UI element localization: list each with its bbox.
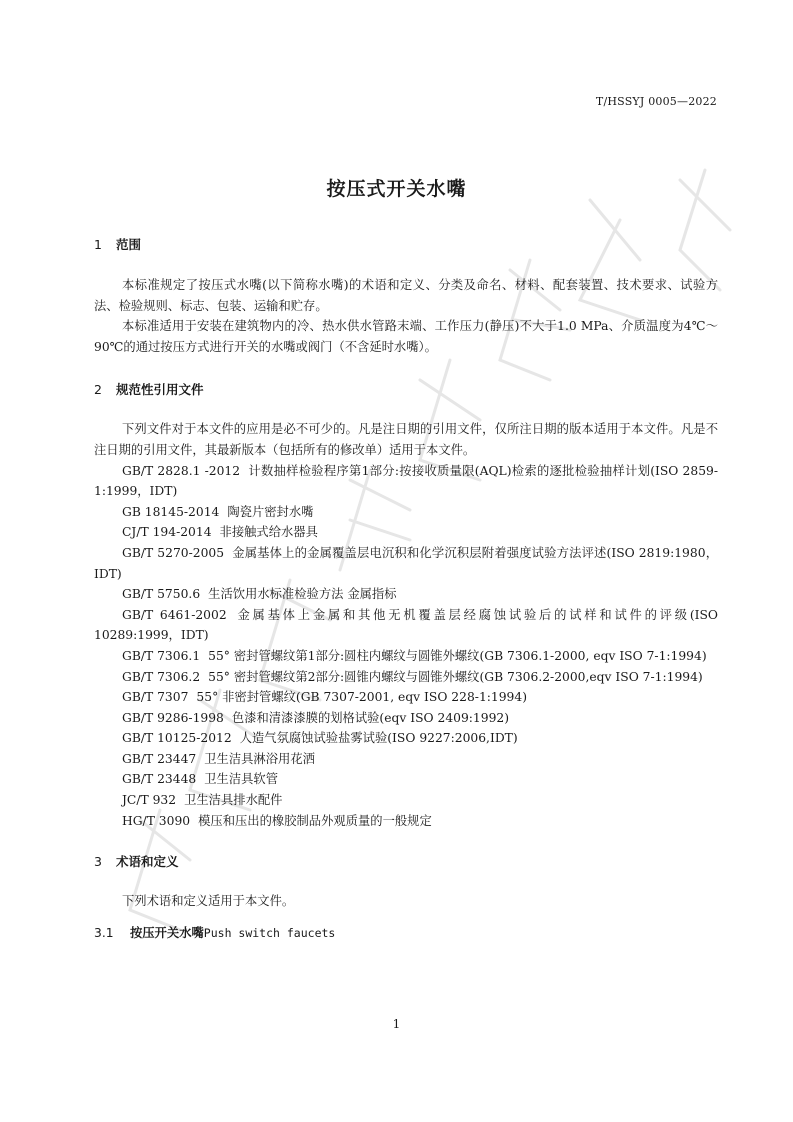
reference-title: 色漆和清漆漆膜的划格试验(eqv ISO 2409:1992) [231,710,510,725]
references-intro: 下列文件对于本文件的应用是必不可少的。凡是注日期的引用文件，仅所注日期的版本适用于本文件。凡是不注日期的引用文件，其最新版本（包括所有的修改单）适用于本文件。 [94,422,718,457]
reference-item [94,461,718,502]
reference-code: GB/T 6461-2002 [122,607,227,622]
scope-paragraph: 本标准适用于安装在建筑物内的冷、热水供水管路末端、工作压力(静压)不大于1.0 MPa、介质温度为4℃～90℃的通过按压方式进行开关的水嘴或阀门（不含延时水嘴）。 [94,319,718,354]
reference-title: 55° 密封管螺纹第1部分:圆柱内螺纹与圆锥外螺纹(GB 7306.1-2000, eqv ISO 7-1:1994) [208,648,707,663]
reference-item [94,667,718,688]
section-title: 范围 [116,237,142,252]
reference-title: 卫生洁具排水配件 [184,793,283,808]
reference-code: HG/T 3090 [122,813,191,828]
page-number: 1 [392,1017,401,1031]
section-number: 1 [94,237,102,252]
reference-title: 卫生洁具软管 [204,772,279,787]
reference-title: 模压和压出的橡胶制品外观质量的一般规定 [198,813,432,828]
reference-code: GB/T 7306.2 [122,669,201,684]
subsection-title-en: Push switch faucets [203,925,336,940]
reference-title: 卫生洁具淋浴用花洒 [204,751,315,766]
reference-item [94,811,718,832]
section-number: 2 [94,382,102,398]
terms-intro: 下列术语和定义适用于本文件。 [122,894,295,909]
reference-title: 55° 非密封管螺纹(GB 7307-2001, eqv ISO 228-1:1994) [196,690,527,705]
reference-title: 计数抽样检验程序第1部分:按接收质量限(AQL)检索的逐批检验抽样计划(ISO 2859-1:1999，IDT) [94,463,718,499]
reference-code: GB/T 9286-1998 [122,710,224,725]
reference-title: 人造气氛腐蚀试验盐雾试验(ISO 9227:2006,IDT) [239,731,518,746]
section-number: 3 [94,854,102,870]
subsection-title: 按压开关水嘴 [130,925,204,940]
reference-code: GB 18145-2014 [122,504,220,519]
reference-title: 55° 密封管螺纹第2部分:圆锥内螺纹与圆锥外螺纹(GB 7306.2-2000,eqv ISO 7-1:1994) [208,669,703,684]
reference-item [94,522,718,543]
document-title: 按压式开关水嘴 [326,178,467,200]
section-2-heading [94,381,718,399]
reference-item [94,646,718,667]
reference-title: 金属基体上的金属覆盖层电沉积和化学沉积层附着强度试验方法评述(ISO 2819:1980，IDT) [94,545,718,581]
section-3-heading [94,853,718,871]
reference-code: CJ/T 194-2014 [122,525,212,540]
section-title: 规范性引用文件 [116,382,204,398]
reference-code: GB/T 7306.1 [122,648,201,663]
reference-code: GB/T 5270-2005 [122,545,225,560]
reference-code: JC/T 932 [122,793,177,808]
reference-item [94,749,718,770]
subsection-3-1-heading [94,924,718,942]
reference-title: 非接触式给水器具 [219,525,318,540]
reference-title: 生活饮用水标准检验方法 金属指标 [208,587,397,602]
reference-code: GB/T 2828.1 -2012 [122,463,241,478]
reference-item [94,543,718,584]
reference-code: GB/T 5750.6 [122,587,201,602]
document-code: T/HSSYJ 0005—2022 [595,95,717,108]
scope-paragraph: 本标准规定了按压式水嘴(以下简称水嘴)的术语和定义、分类及命名、材料、配套装置、技术要求、试验方法、检验规则、标志、包装、运输和贮存。 [94,278,718,313]
reference-code: GB/T 23447 [122,751,197,766]
reference-item [94,790,718,811]
reference-code: GB/T 10125-2012 [122,731,232,746]
section-1-heading [94,236,718,254]
subsection-number: 3.1 [94,925,114,940]
section-title: 术语和定义 [116,854,179,870]
reference-title: 金属基体上金属和其他无机覆盖层经腐蚀试验后的试样和试件的评级(ISO 10289:1999，IDT) [94,607,719,643]
reference-item [94,605,718,646]
reference-item [94,728,718,749]
reference-code: GB/T 7307 [122,690,189,705]
reference-item [94,687,718,708]
reference-item [94,708,718,729]
reference-code: GB/T 23448 [122,772,197,787]
reference-item [94,502,718,523]
document-body [94,236,718,942]
reference-title: 陶瓷片密封水嘴 [227,504,314,519]
reference-item [94,584,718,605]
reference-item [94,769,718,790]
